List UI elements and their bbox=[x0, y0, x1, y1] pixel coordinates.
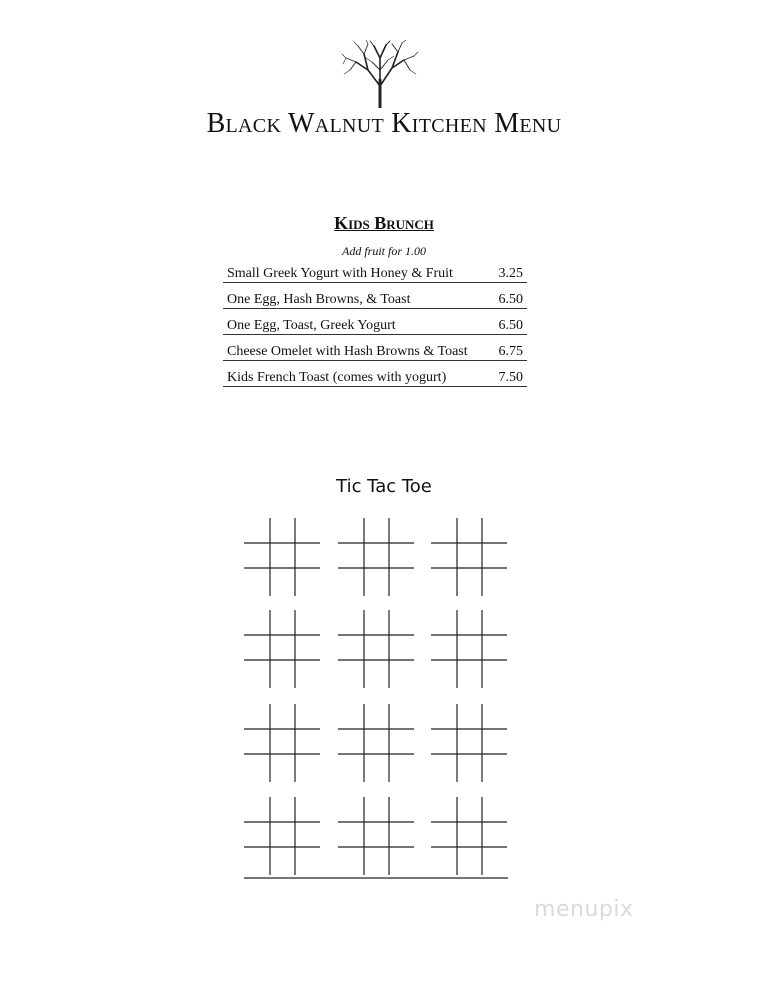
tic-tac-toe-board[interactable] bbox=[244, 797, 320, 875]
menu-item-price: 6.50 bbox=[498, 318, 523, 333]
menu-item-price: 6.50 bbox=[498, 292, 523, 307]
tic-tac-toe-board[interactable] bbox=[244, 704, 320, 782]
tic-tac-toe-board[interactable] bbox=[431, 704, 507, 782]
menu-item-name: One Egg, Toast, Greek Yogurt bbox=[227, 318, 396, 333]
menu-item-name: One Egg, Hash Browns, & Toast bbox=[227, 292, 411, 307]
menu-item-price: 3.25 bbox=[498, 266, 523, 281]
watermark: menupix bbox=[534, 897, 634, 922]
tic-tac-toe-board[interactable] bbox=[338, 610, 414, 688]
tic-tac-toe-board[interactable] bbox=[338, 704, 414, 782]
menu-item-price: 7.50 bbox=[498, 370, 523, 385]
game-title: Tic Tac Toe bbox=[336, 476, 432, 497]
tic-tac-toe-board[interactable] bbox=[244, 518, 320, 596]
menu-item-name: Small Greek Yogurt with Honey & Fruit bbox=[227, 266, 453, 281]
menu-title: Black Walnut Kitchen Menu bbox=[206, 108, 562, 139]
section-title: Kids Brunch bbox=[334, 213, 434, 233]
section-note: Add fruit for 1.00 bbox=[341, 244, 426, 258]
menu-item-price: 6.75 bbox=[498, 344, 523, 359]
tic-tac-toe-board[interactable] bbox=[244, 610, 320, 688]
tic-tac-toe-board[interactable] bbox=[431, 610, 507, 688]
tic-tac-toe-board[interactable] bbox=[431, 518, 507, 596]
tic-tac-toe-board[interactable] bbox=[338, 797, 414, 875]
menu-item-name: Cheese Omelet with Hash Browns & Toast bbox=[227, 344, 468, 359]
tic-tac-toe-board[interactable] bbox=[338, 518, 414, 596]
menu-item-name: Kids French Toast (comes with yogurt) bbox=[227, 370, 447, 385]
tic-tac-toe-board[interactable] bbox=[431, 797, 507, 875]
